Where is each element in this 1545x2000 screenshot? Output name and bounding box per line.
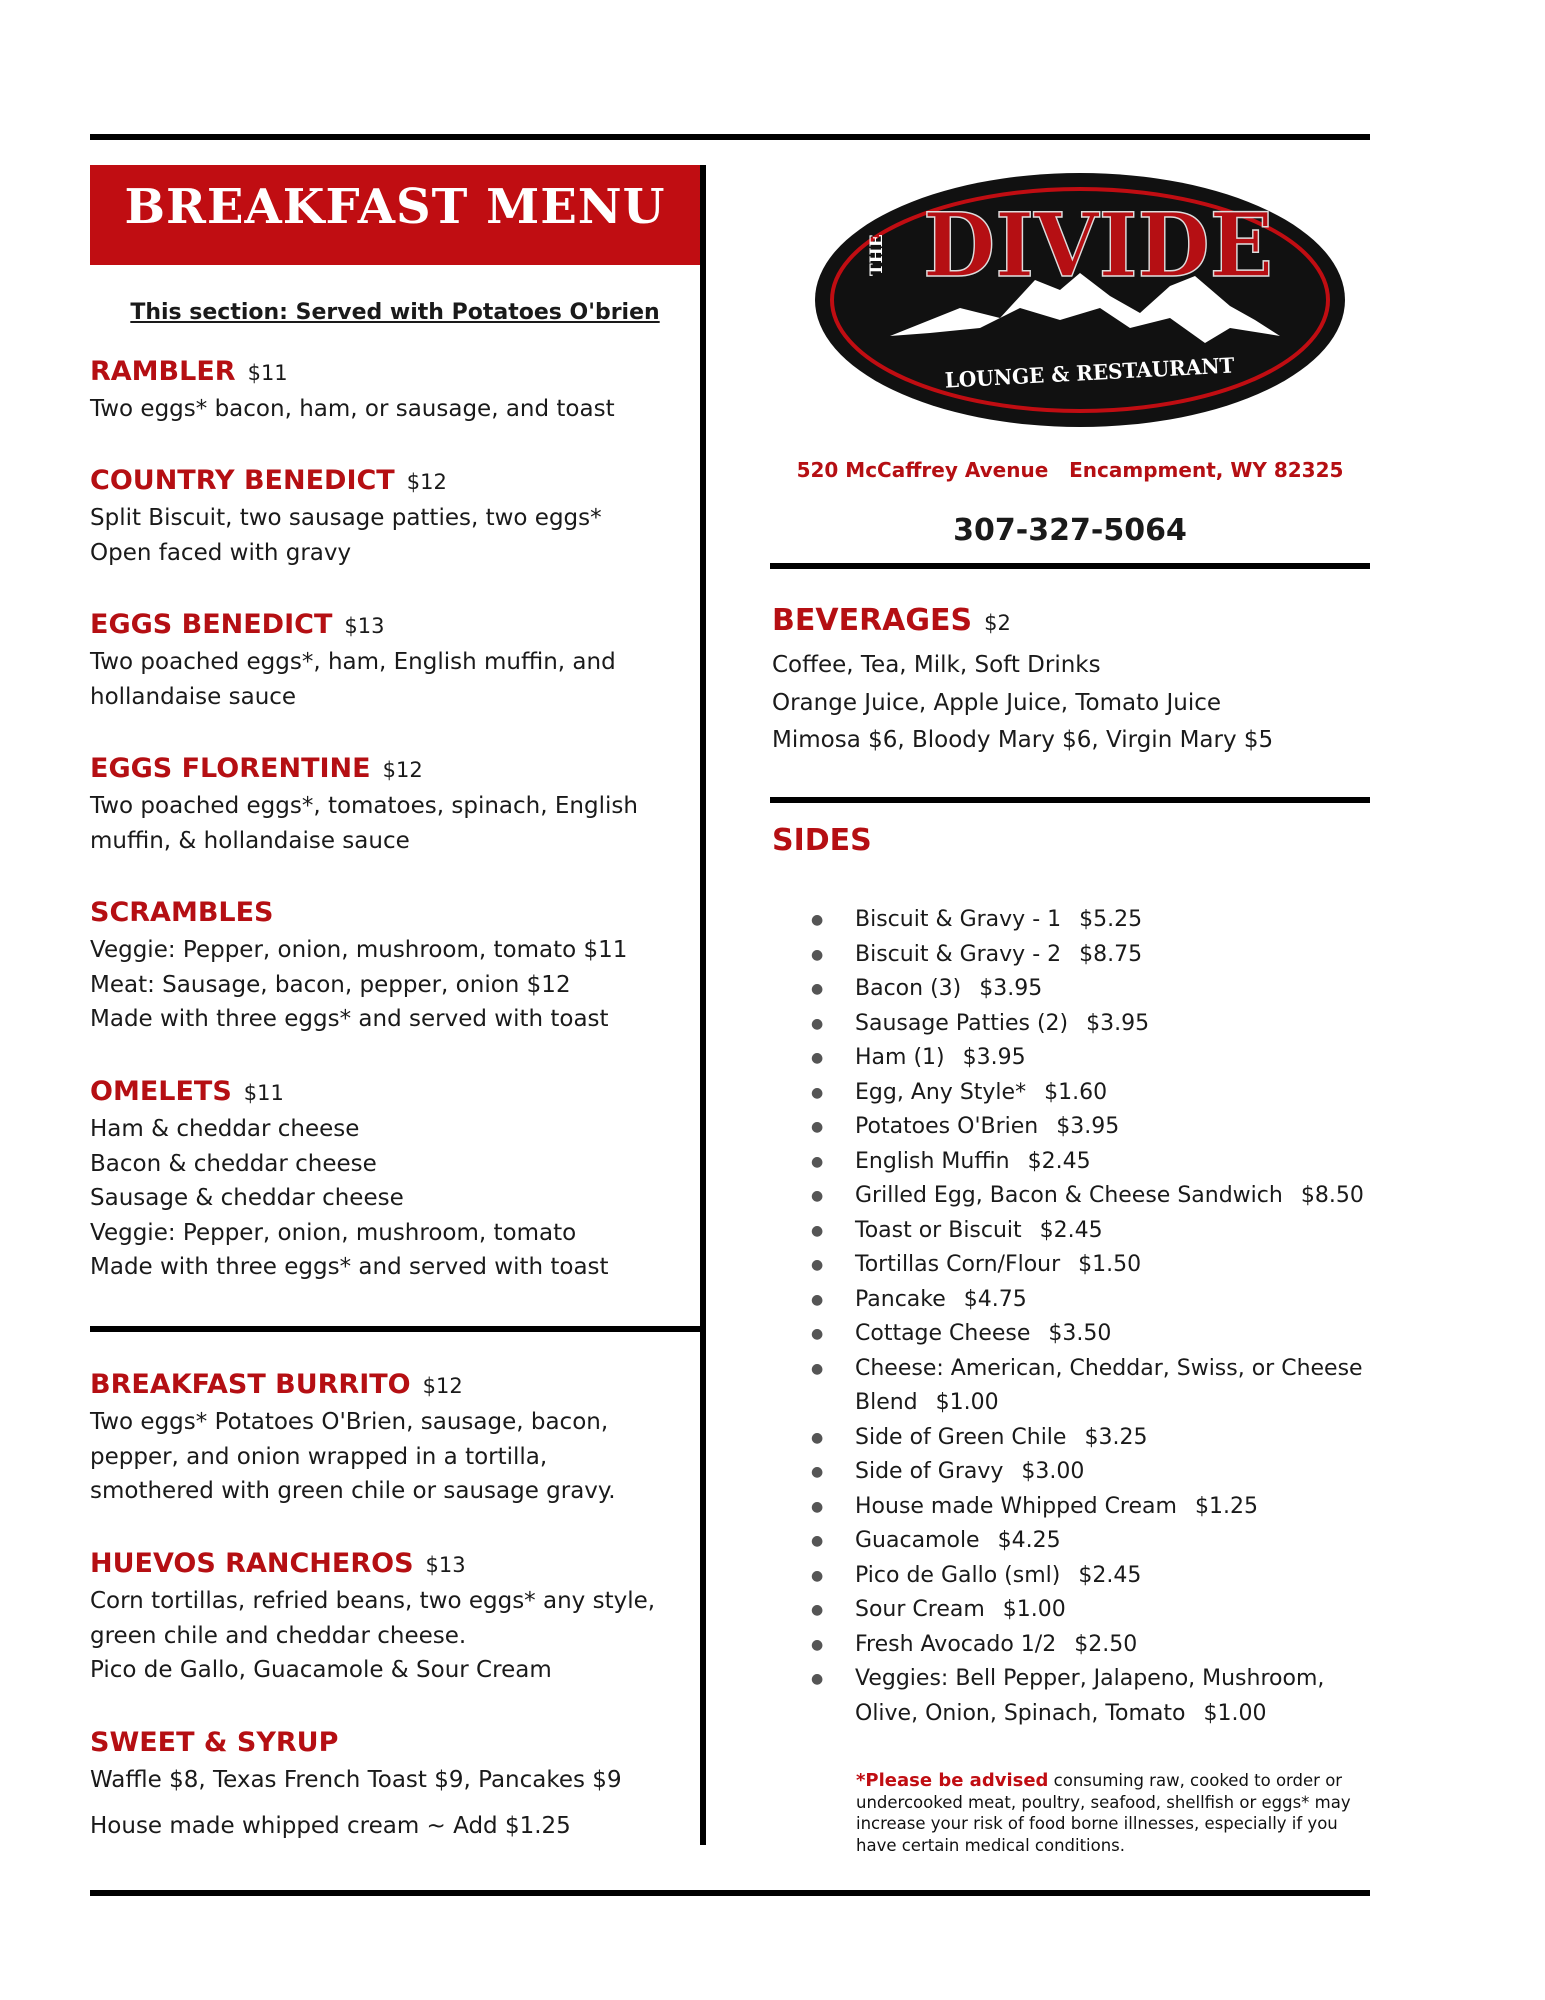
bullet-icon: ● bbox=[811, 1257, 824, 1273]
side-item bbox=[808, 1041, 1368, 1076]
bullet-icon: ● bbox=[811, 1015, 824, 1032]
side-price: $1.00 bbox=[1002, 1597, 1066, 1622]
item-name: SWEET & SYRUP bbox=[90, 1727, 339, 1758]
side-name: Grilled Egg, Bacon & Cheese Sandwich bbox=[855, 1183, 1283, 1208]
top-rule bbox=[90, 134, 1370, 140]
item-price: $12 bbox=[406, 470, 447, 494]
beverages-price: $2 bbox=[984, 611, 1011, 635]
side-price: $1.00 bbox=[1203, 1700, 1267, 1726]
item-description: Two poached eggs*, tomatoes, spinach, English bbox=[90, 793, 638, 819]
item-description: Meat: Sausage, bacon, pepper, onion $12 bbox=[90, 971, 571, 998]
bullet-icon: ● bbox=[811, 1291, 824, 1308]
item-description: pepper, and onion wrapped in a tortilla, bbox=[90, 1443, 548, 1470]
beverage-line: Coffee, Tea, Milk, Soft Drinks bbox=[772, 652, 1101, 678]
side-item bbox=[808, 1248, 1368, 1283]
side-name: Side of Gravy bbox=[855, 1459, 1004, 1484]
menu-title-banner bbox=[90, 165, 700, 265]
item-price: $11 bbox=[247, 361, 288, 385]
menu-title: BREAKFAST MENU bbox=[124, 179, 666, 235]
side-name: Sour Cream bbox=[855, 1597, 985, 1622]
beverages-section bbox=[772, 603, 1372, 760]
side-name: Guacamole bbox=[855, 1528, 980, 1553]
side-name: House made Whipped Cream bbox=[855, 1493, 1177, 1519]
side-item bbox=[808, 1317, 1368, 1352]
side-price: $2.45 bbox=[1078, 1562, 1142, 1588]
side-name: Cottage Cheese bbox=[855, 1321, 1031, 1346]
side-item bbox=[808, 1076, 1368, 1111]
side-price: $2.45 bbox=[1027, 1148, 1091, 1174]
menu-item-scrambles bbox=[90, 897, 700, 1037]
beverages-title: BEVERAGES bbox=[772, 603, 973, 638]
item-name: EGGS BENEDICT bbox=[90, 609, 333, 640]
bottom-rule bbox=[90, 1890, 1370, 1896]
logo-the: THE bbox=[867, 234, 887, 276]
restaurant-address: 520 McCaffrey Avenue Encampment, WY 82325 bbox=[796, 458, 1344, 482]
item-description: hollandaise sauce bbox=[90, 683, 297, 710]
item-description: Two eggs* Potatoes O'Brien, sausage, bacon, bbox=[90, 1409, 609, 1435]
item-description: Ham & cheddar cheese bbox=[90, 1116, 360, 1142]
side-price: $3.95 bbox=[962, 1045, 1026, 1070]
side-name: Potatoes O'Brien bbox=[855, 1114, 1039, 1139]
side-price: $8.50 bbox=[1300, 1183, 1364, 1208]
bullet-icon: ● bbox=[811, 1050, 824, 1066]
menu-item-omelets bbox=[90, 1076, 700, 1285]
item-description: Bacon & cheddar cheese bbox=[90, 1150, 377, 1177]
item-description: Waffle $8, Texas French Toast $9, Pancakes $9 bbox=[90, 1767, 622, 1793]
bullet-icon: ● bbox=[811, 1429, 824, 1446]
beverage-line: Orange Juice, Apple Juice, Tomato Juice bbox=[772, 689, 1222, 716]
health-advisory bbox=[856, 1770, 1376, 1856]
item-description: Made with three eggs* and served with toast bbox=[90, 1254, 609, 1280]
bullet-icon: ● bbox=[811, 1498, 824, 1515]
bullet-icon: ● bbox=[811, 1188, 824, 1204]
menu-item-eggs-florentine bbox=[90, 753, 700, 858]
item-description: Split Biscuit, two sausage patties, two eggs* bbox=[90, 505, 602, 531]
side-price: $3.25 bbox=[1084, 1424, 1148, 1450]
item-description: Open faced with gravy bbox=[90, 539, 352, 566]
item-description: Pico de Gallo, Guacamole & Sour Cream bbox=[90, 1657, 552, 1683]
side-item bbox=[808, 972, 1368, 1007]
side-price: $4.25 bbox=[997, 1528, 1061, 1553]
menu-item-breakfast-burrito bbox=[90, 1369, 700, 1509]
bullet-icon: ● bbox=[811, 1567, 824, 1584]
side-price: $2.45 bbox=[1039, 1217, 1103, 1243]
item-description: smothered with green chile or sausage gravy. bbox=[90, 1478, 616, 1504]
item-name: COUNTRY BENEDICT bbox=[90, 465, 395, 496]
bullet-icon: ● bbox=[811, 912, 824, 928]
side-name: Side of Green Chile bbox=[855, 1424, 1067, 1450]
menu-item-sweet-syrup bbox=[90, 1727, 700, 1843]
item-price: $11 bbox=[243, 1081, 284, 1105]
side-price: $1.25 bbox=[1194, 1493, 1258, 1519]
bullet-icon: ● bbox=[811, 1084, 824, 1101]
side-price: $3.00 bbox=[1021, 1459, 1085, 1484]
side-item bbox=[808, 1524, 1368, 1559]
side-price: $3.95 bbox=[1056, 1114, 1120, 1139]
side-item bbox=[808, 1559, 1368, 1594]
item-price: $13 bbox=[344, 614, 385, 638]
bullet-icon: ● bbox=[811, 1360, 824, 1377]
logo-name: DIVIDE bbox=[923, 193, 1273, 297]
beverage-line: Mimosa $6, Bloody Mary $6, Virgin Mary $5 bbox=[772, 727, 1274, 753]
side-item bbox=[808, 1110, 1368, 1145]
side-name: Tortillas Corn/Flour bbox=[855, 1252, 1061, 1277]
side-price: $3.50 bbox=[1048, 1321, 1112, 1346]
side-price: $1.60 bbox=[1044, 1079, 1108, 1105]
side-item bbox=[808, 1283, 1368, 1318]
side-name: Pico de Gallo (sml) bbox=[855, 1562, 1061, 1588]
bullet-icon: ● bbox=[811, 1636, 824, 1653]
side-item bbox=[808, 1179, 1368, 1214]
side-item bbox=[808, 938, 1368, 973]
item-description: Two eggs* bacon, ham, or sausage, and toast bbox=[90, 396, 615, 422]
side-item bbox=[808, 1352, 1368, 1421]
side-name: Toast or Biscuit bbox=[855, 1217, 1022, 1243]
side-item bbox=[808, 1593, 1368, 1628]
sides-title: SIDES bbox=[772, 823, 872, 858]
menu-item-rambler bbox=[90, 356, 700, 427]
item-description: Corn tortillas, refried beans, two eggs* any style, bbox=[90, 1588, 656, 1614]
bullet-icon: ● bbox=[811, 981, 824, 997]
side-name: Ham (1) bbox=[855, 1045, 945, 1070]
side-price: $2.50 bbox=[1074, 1631, 1138, 1657]
side-name: Fresh Avocado 1/2 bbox=[855, 1631, 1057, 1657]
section-subheading: This section: Served with Potatoes O'brien bbox=[130, 300, 660, 325]
item-price: $12 bbox=[422, 1374, 463, 1398]
item-description: House made whipped cream ~ Add $1.25 bbox=[90, 1812, 571, 1839]
item-description: green chile and cheddar cheese. bbox=[90, 1622, 467, 1649]
bullet-icon: ● bbox=[811, 1533, 824, 1549]
item-name: OMELETS bbox=[90, 1076, 232, 1107]
side-item bbox=[808, 1421, 1368, 1456]
sides-list bbox=[808, 903, 1368, 1731]
side-name: Bacon (3) bbox=[855, 976, 962, 1001]
beverages-rule bbox=[770, 797, 1370, 803]
column-divider bbox=[700, 165, 706, 1845]
item-description: Made with three eggs* and served with toast bbox=[90, 1006, 609, 1032]
header-rule bbox=[770, 563, 1370, 569]
bullet-icon: ● bbox=[811, 1153, 824, 1170]
bullet-icon: ● bbox=[811, 1464, 824, 1480]
advisory-warning: *Please be advised bbox=[856, 1770, 1049, 1791]
bullet-icon: ● bbox=[811, 1326, 824, 1342]
side-name: Sausage Patties (2) bbox=[855, 1010, 1069, 1036]
side-item bbox=[808, 1662, 1368, 1731]
side-name: English Muffin bbox=[855, 1148, 1010, 1174]
side-name: Pancake bbox=[855, 1286, 946, 1312]
item-price: $12 bbox=[382, 758, 423, 782]
item-description: Veggie: Pepper, onion, mushroom, tomato bbox=[90, 1219, 577, 1246]
item-description: Two poached eggs*, ham, English muffin, and bbox=[90, 649, 616, 675]
side-name: Biscuit & Gravy - 1 bbox=[855, 907, 1062, 932]
side-item bbox=[808, 1490, 1368, 1525]
side-price: $8.75 bbox=[1079, 941, 1143, 967]
item-name: SCRAMBLES bbox=[90, 897, 274, 928]
bullet-icon: ● bbox=[811, 1602, 824, 1618]
side-name: Egg, Any Style* bbox=[855, 1079, 1027, 1105]
restaurant-phone: 307-327-5064 bbox=[953, 513, 1187, 548]
item-description: Sausage & cheddar cheese bbox=[90, 1185, 404, 1211]
side-price: $3.95 bbox=[979, 976, 1043, 1001]
item-name: HUEVOS RANCHEROS bbox=[90, 1548, 414, 1579]
side-item bbox=[808, 1628, 1368, 1663]
side-price: $1.00 bbox=[935, 1390, 999, 1415]
bullet-icon: ● bbox=[811, 1671, 824, 1687]
item-name: RAMBLER bbox=[90, 356, 236, 387]
bullet-icon: ● bbox=[811, 1119, 824, 1135]
side-price: $5.25 bbox=[1079, 907, 1143, 932]
item-description: muffin, & hollandaise sauce bbox=[90, 827, 410, 854]
side-price: $3.95 bbox=[1086, 1010, 1150, 1036]
side-name: Biscuit & Gravy - 2 bbox=[855, 941, 1062, 967]
left-section-rule bbox=[90, 1326, 702, 1332]
side-item bbox=[808, 1145, 1368, 1180]
bullet-icon: ● bbox=[811, 946, 824, 963]
side-name: Veggies: Bell Pepper, Jalapeno, Mushroom, Olive, Onion, Spinach, Tomato bbox=[855, 1666, 1325, 1726]
side-price: $4.75 bbox=[963, 1286, 1027, 1312]
advisory-text: consuming raw, cooked to order or undercooked meat, poultry, seafood, shellfish or eggs* may increase your risk of food borne illnesses, especially if you have certain medical conditions. bbox=[856, 1771, 1351, 1855]
menu-item-eggs-benedict bbox=[90, 609, 700, 714]
logo-tagline: LOUNGE & RESTAURANT bbox=[944, 351, 1250, 393]
side-item bbox=[808, 903, 1368, 938]
side-price: $1.50 bbox=[1078, 1252, 1142, 1277]
menu-item-country-benedict bbox=[90, 465, 700, 570]
side-name: Cheese: American, Cheddar, Swiss, or Cheese Blend bbox=[855, 1355, 1363, 1415]
divide-logo bbox=[810, 168, 1350, 433]
side-item bbox=[808, 1007, 1368, 1042]
item-description: Veggie: Pepper, onion, mushroom, tomato $11 bbox=[90, 937, 628, 963]
side-item bbox=[808, 1455, 1368, 1490]
item-name: BREAKFAST BURRITO bbox=[90, 1369, 411, 1400]
item-price: $13 bbox=[425, 1553, 466, 1577]
item-name: EGGS FLORENTINE bbox=[90, 753, 371, 784]
bullet-icon: ● bbox=[811, 1222, 824, 1239]
menu-item-huevos-rancheros bbox=[90, 1548, 700, 1688]
side-item bbox=[808, 1214, 1368, 1249]
